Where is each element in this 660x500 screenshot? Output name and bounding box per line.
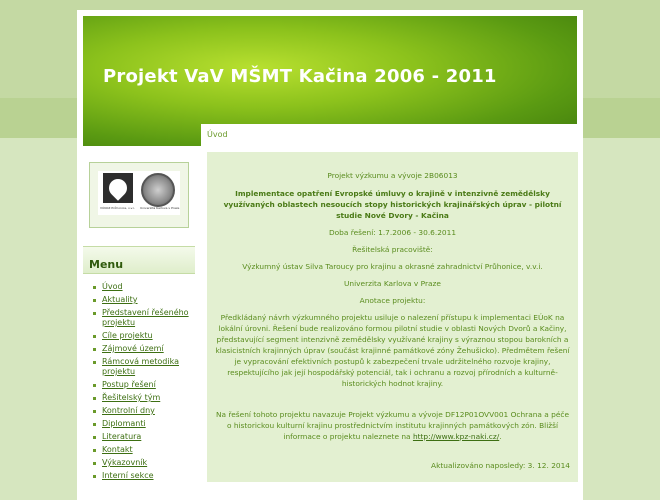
charles-university-logo[interactable] — [140, 173, 180, 213]
project-title: Implementace opatření Evropské úmluvy o krajině v intenzivně zemědělsky využívaných oblastech nesoucích stopy historických krajinářských úprav - pilotní studie Nové Dvory - Kačina — [223, 189, 562, 220]
menu-link-predstaveni[interactable]: Představení řešeného projektu — [102, 308, 189, 327]
site-title: Projekt VaV MŠMT Kačina 2006 - 2011 — [103, 66, 497, 87]
menu-item — [91, 344, 195, 354]
kpz-naki-link[interactable]: http://www.kpz-naki.cz/ — [412, 432, 500, 441]
menu-link-aktuality[interactable]: Aktuality — [102, 295, 138, 304]
university-logo-caption: Univerzita Karlova v Praze — [140, 206, 180, 210]
breadcrumb: Úvod — [207, 130, 228, 139]
menu-link-tym[interactable]: Řešitelský tým — [102, 393, 161, 402]
vukoz-logo-caption: VÚKOZ Průhonice, v.v.i. — [100, 206, 135, 210]
menu-link-literatura[interactable]: Literatura — [102, 432, 142, 441]
menu-link-kontakt[interactable]: Kontakt — [102, 445, 133, 454]
menu-link-uvod[interactable]: Úvod — [102, 282, 123, 291]
menu-item — [91, 357, 195, 377]
menu-item — [91, 471, 195, 481]
main-content — [207, 152, 578, 482]
menu-link-interni[interactable]: Interní sekce — [102, 471, 154, 480]
breadcrumb-bar — [201, 124, 577, 146]
menu-item — [91, 380, 195, 390]
institution-2: Univerzita Karlova v Praze — [344, 279, 441, 288]
menu-item — [91, 419, 195, 429]
institutions-label: Řešitelská pracoviště: — [352, 245, 433, 254]
sidebar — [83, 152, 195, 484]
menu-item — [91, 308, 195, 328]
menu-item — [91, 393, 195, 403]
followup-text — [207, 409, 578, 442]
institution-1: Výzkumný ústav Silva Taroucy pro krajinu a okrasné zahradnictví Průhonice, v.v.i. — [242, 262, 543, 271]
menu-item — [91, 295, 195, 305]
project-duration: Doba řešení: 1.7.2006 - 30.6.2011 — [328, 228, 457, 237]
menu-item — [91, 406, 195, 416]
menu-header — [83, 246, 195, 274]
followup-body: Na řešení tohoto projektu navazuje Projekt výzkumu a vývoje DF12P01OVV001 Ochrana a péče o historickou kulturní krajinu prostřednictvím institutu krajinných památkových zón. Bližší informace o projektu naleznete na — [215, 410, 570, 441]
annotation-label: Anotace projektu: — [359, 296, 426, 305]
menu-link-vykazovnik[interactable]: Výkazovník — [102, 458, 148, 467]
menu-link-cile[interactable]: Cíle projektu — [102, 331, 153, 340]
vukoz-logo[interactable] — [100, 173, 136, 213]
menu-list — [83, 282, 195, 481]
menu-item — [91, 282, 195, 292]
menu-link-kontrolni-dny[interactable]: Kontrolní dny — [102, 406, 155, 415]
menu-item — [91, 432, 195, 442]
menu-link-metodika[interactable]: Rámcová metodika projektu — [102, 357, 179, 376]
logos — [98, 171, 180, 215]
last-updated: Aktualizováno naposledy: 3. 12. 2014 — [431, 461, 570, 470]
menu-link-diplomanti[interactable]: Diplomanti — [102, 419, 146, 428]
menu-item — [91, 458, 195, 468]
followup-end: . — [499, 432, 502, 441]
project-number: Projekt výzkumu a vývoje 2B06013 — [327, 171, 458, 180]
logo-box — [89, 162, 189, 228]
university-seal-icon — [141, 173, 175, 207]
menu-item — [91, 331, 195, 341]
menu-item — [91, 445, 195, 455]
menu-link-zajmove-uzemi[interactable]: Zájmové území — [102, 344, 164, 353]
page-container — [77, 10, 583, 500]
annotation-text: Předkládaný návrh výzkumného projektu usiluje o nalezení přístupu k implementaci EÚoK na lokální úrovni. Řešení bude realizováno formou pilotní studie v oblasti Nových Dvorů a Kačiny, představující segment intenzivně zemědělsky využívané krajiny s výraznou stopou barokních a klasicistních krajinných úprav (součást krajinné památkové zóny Žehušicko). Předmětem řešení je vypracování efektivních postupů k zabezpečení trvale udržitelného rozvoje krajiny, respektujícího jak její hospodářský potenciál, tak i ochranu a rozvoj přírodních a kulturně-historických hodnot krajiny. — [215, 313, 570, 388]
menu-link-postup[interactable]: Postup řešení — [102, 380, 156, 389]
tree-icon — [103, 173, 133, 203]
menu-title: Menu — [89, 258, 124, 271]
